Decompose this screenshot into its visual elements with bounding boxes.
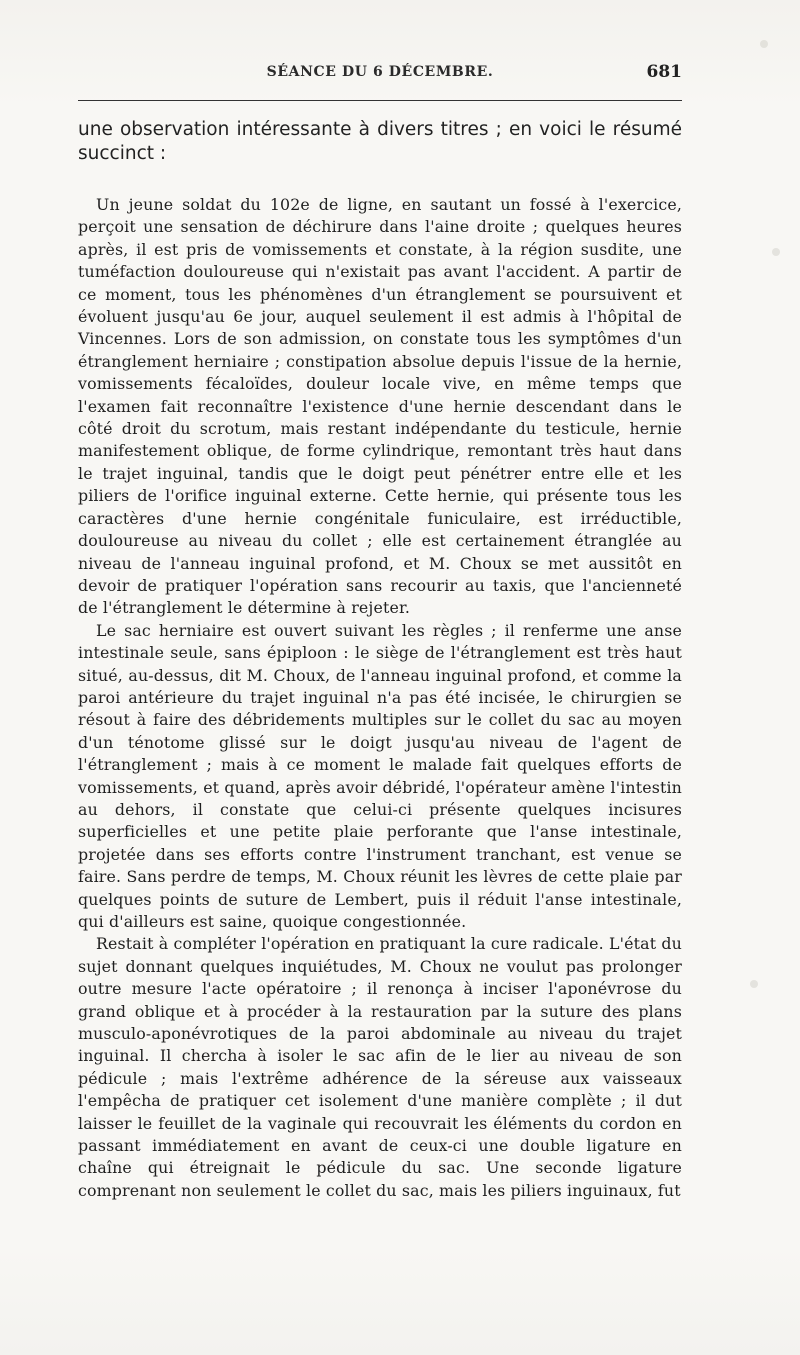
body-text <box>78 118 682 1202</box>
page-header <box>78 60 682 90</box>
paragraph-2: Le sac herniaire est ouvert suivant les règles ; il renferme une anse intestinale seule, sans épiploon : le siège de l'étranglement est très haut situé, au-dessus, dit M. Choux, de l'anneau inguinal profond, et comme la paroi antérieure du trajet inguinal n'a pas été incisée, le chirurgien se résout à faire des débridements multiples sur le collet du sac au moyen d'un ténotome glissé sur le doigt jusqu'au niveau de l'agent de l'étranglement ; mais à ce moment le malade fait quelques efforts de vomissements, et quand, après avoir débridé, l'opérateur amène l'intestin au dehors, il constate que celui-ci présente quelques incisures superficielles et une petite plaie perforante que l'anse intestinale, projetée dans ses efforts contre l'instrument tranchant, est venue se faire. Sans perdre de temps, M. Choux réunit les lèvres de cette plaie par quelques points de suture de Lembert, puis il réduit l'anse intestinale, qui d'ailleurs est saine, quoique congestionnée. <box>78 620 682 931</box>
paper-speck <box>750 980 758 988</box>
paragraph-3: Restait à compléter l'opération en pratiquant la cure radicale. L'état du sujet donnant quelques inquiétudes, M. Choux ne voulut pas prolonger outre mesure l'acte opératoire ; il renonça à inciser l'aponévrose du grand oblique et à procéder à la restauration par la suture des plans musculo-aponévrotiques de la paroi abdominale au niveau du trajet inguinal. Il chercha à isoler le sac afin de le lier au niveau de son pédicule ; mais l'extrême adhérence de la séreuse aux vaisseaux l'empêcha de pratiquer cet isolement d'une manière complète ; il dut laisser le feuillet de la vaginale qui recouvrait les éléments du cordon en passant immédiatement en avant de ceux-ci une double ligature en chaîne qui étreignait le pédicule du sac. Une seconde ligature comprenant non seulement le collet du sac, mais les piliers inguinaux, fut <box>78 934 682 1200</box>
page-number: 681 <box>646 62 682 82</box>
paragraph-1: Un jeune soldat du 102e de ligne, en sautant un fossé à l'exercice, perçoit une sensation de déchirure dans l'aine droite ; quelques heures après, il est pris de vomissements et constate, à la région susdite, une tuméfaction douloureuse qui n'existait pas avant l'accident. A partir de ce moment, tous les phénomènes d'un étranglement se poursuivent et évoluent jusqu'au 6e jour, auquel seulement il est admis à l'hôpital de Vincennes. Lors de son admission, on constate tous les symptômes d'un étranglement herniaire ; constipation absolue depuis l'issue de la hernie, vomissements fécaloïdes, douleur locale vive, en même temps que l'examen fait reconnaître l'existence d'une hernie descendant dans le côté droit du scrotum, mais restant indépendante du testicule, hernie manifestement oblique, de forme cylindrique, remontant très haut dans le trajet inguinal, tandis que le doigt peut pénétrer entre elle et les piliers de l'orifice inguinal externe. Cette hernie, qui présente tous les caractères d'une hernie congénitale funiculaire, est irréductible, douloureuse au niveau du collet ; elle est certainement étranglée au niveau de l'anneau inguinal profond, et M. Choux se met aussitôt en devoir de pratiquer l'opération sans recourir au taxis, que l'ancienneté de l'étranglement le détermine à rejeter. <box>78 195 682 618</box>
header-rule <box>78 100 682 101</box>
paper-speck <box>772 248 780 256</box>
paper-speck <box>760 40 768 48</box>
running-head: SÉANCE DU 6 DÉCEMBRE. <box>266 64 494 80</box>
intro-paragraph: une observation intéressante à divers titres ; en voici le résumé succinct : <box>78 119 682 164</box>
